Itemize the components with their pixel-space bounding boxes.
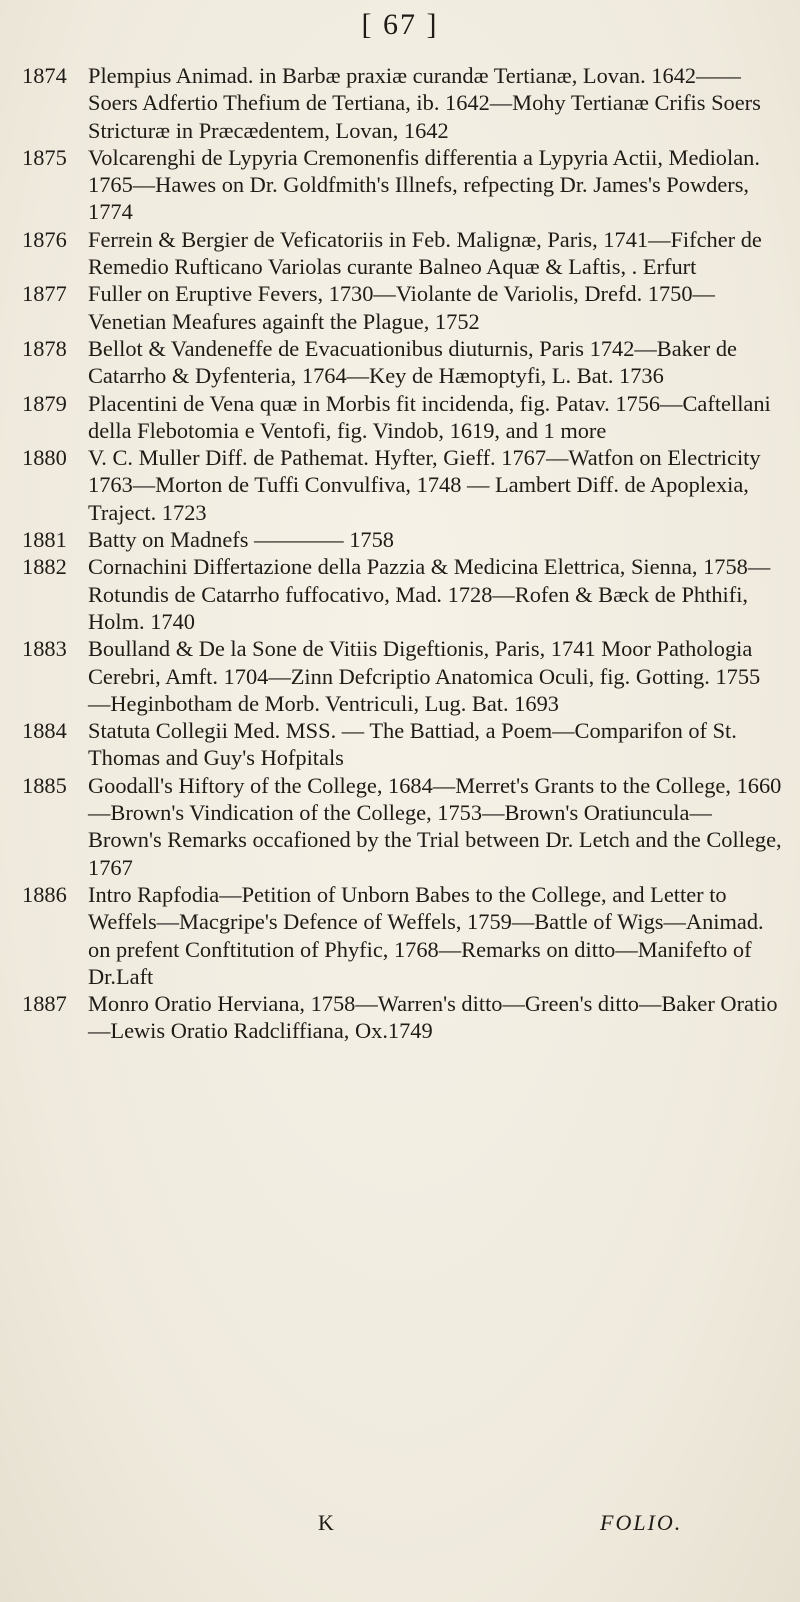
catchword: FOLIO. bbox=[600, 1510, 683, 1535]
catalogue-entry bbox=[22, 526, 782, 553]
entry-number: 1878 bbox=[22, 335, 67, 361]
page-number: [ 67 ] bbox=[361, 8, 439, 41]
entry-number: 1880 bbox=[22, 445, 67, 471]
entry-number: 1887 bbox=[22, 991, 67, 1017]
entry-text: Monro Oratio Herviana, 1758—Warren's ditto—Green's ditto—Baker Oratio—Lewis Oratio Radcliffiana, Ox.1749 bbox=[88, 991, 778, 1044]
entry-text: Plempius Animad. in Barbæ praxiæ curandæ Tertianæ, Lovan. 1642——Soers Adfertio Thefium de Tertiana, ib. 1642—Mohy Tertianæ Crifis Soers Stricturæ in Præcædentem, Lovan, 1642 bbox=[88, 63, 761, 143]
entry-text: Batty on Madnefs ———— 1758 bbox=[88, 527, 394, 553]
catalogue-entry bbox=[22, 553, 782, 635]
entry-text: Goodall's Hiftory of the College, 1684—Merret's Grants to the College, 1660—Brown's Vindication of the College, 1753—Brown's Oratiuncula—Brown's Remarks occafioned by the Trial between Dr. Letch and the College, 1767 bbox=[88, 772, 782, 880]
entry-number: 1876 bbox=[22, 226, 67, 252]
entry-text: Volcarenghi de Lypyria Cremonenfis differentia a Lypyria Actii, Mediolan. 1765—Hawes on Dr. Goldfmith's Illnefs, refpecting Dr. James's Powders, 1774 bbox=[88, 144, 760, 225]
entry-number: 1877 bbox=[22, 281, 67, 307]
catalogue-entry bbox=[22, 62, 782, 144]
catalogue-entry bbox=[22, 772, 782, 881]
entry-number: 1885 bbox=[22, 772, 67, 798]
catalogue-entry bbox=[22, 335, 782, 390]
entry-text: Boulland & De la Sone de Vitiis Digeftionis, Paris, 1741 Moor Pathologia Cerebri, Amft. 1704—Zinn Defcriptio Anatomica Oculi, fig. Gotting. 1755—Heginbotham de Morb. Ventriculi, Lug. Bat. 1693 bbox=[88, 636, 761, 716]
entry-number: 1879 bbox=[22, 390, 67, 416]
entry-text: Cornachini Differtazione della Pazzia & Medicina Elettrica, Sienna, 1758—Rotundis de Catarrho fuffocativo, Mad. 1728—Rofen & Bæck de Phthifi, Holm. 1740 bbox=[88, 554, 771, 634]
catalogue-entries bbox=[22, 62, 782, 1045]
catalogue-entry bbox=[22, 444, 782, 526]
catalogue-entry bbox=[22, 280, 782, 335]
entry-text: Fuller on Eruptive Fevers, 1730—Violante de Variolis, Drefd. 1750—Venetian Meafures againft the Plague, 1752 bbox=[88, 281, 715, 334]
catalogue-entry bbox=[22, 226, 782, 281]
entry-number: 1875 bbox=[22, 144, 67, 170]
entry-number: 1884 bbox=[22, 718, 67, 744]
entry-text: V. C. Muller Diff. de Pathemat. Hyfter, Gieff. 1767—Watfon on Electricity 1763—Morton de Tuffi Convulfiva, 1748 — Lambert Diff. de Apoplexia, Traject. 1723 bbox=[88, 445, 761, 525]
entry-number: 1881 bbox=[22, 527, 67, 553]
signature-mark: K bbox=[318, 1510, 334, 1535]
entry-number: 1874 bbox=[22, 63, 67, 88]
catalogue-entry bbox=[22, 144, 782, 226]
page-footer bbox=[0, 1510, 800, 1544]
entry-text: Statuta Collegii Med. MSS. — The Battiad, a Poem—Comparifon of St. Thomas and Guy's Hofpitals bbox=[88, 718, 737, 771]
entry-number: 1886 bbox=[22, 881, 67, 907]
entry-text: Bellot & Vandeneffe de Evacuationibus diuturnis, Paris 1742—Baker de Catarrho & Dyfenteria, 1764—Key de Hæmoptyfi, L. Bat. 1736 bbox=[88, 335, 737, 389]
catalogue-entry bbox=[22, 990, 782, 1045]
entry-text: Ferrein & Bergier de Veficatoriis in Feb. Malignæ, Paris, 1741—Fifcher de Remedio Rufticano Variolas curante Balneo Aquæ & Laftis, . Erfurt bbox=[88, 226, 762, 280]
catalogue-entry bbox=[22, 390, 782, 445]
entry-number: 1883 bbox=[22, 636, 67, 662]
catalogue-entry bbox=[22, 717, 782, 772]
entry-text: Intro Rapfodia—Petition of Unborn Babes to the College, and Letter to Weffels—Macgripe's Defence of Weffels, 1759—Battle of Wigs—Animad. on prefent Conftitution of Phyfic, 1768—Remarks on ditto—Manifefto of Dr.Laft bbox=[88, 881, 764, 989]
catalogue-entry bbox=[22, 635, 782, 717]
entry-number: 1882 bbox=[22, 554, 67, 580]
catalogue-entry bbox=[22, 881, 782, 990]
entry-text: Placentini de Vena quæ in Morbis fit incidenda, fig. Patav. 1756—Caftellani della Flebotomia e Ventofi, fig. Vindob, 1619, and 1 more bbox=[88, 390, 771, 443]
